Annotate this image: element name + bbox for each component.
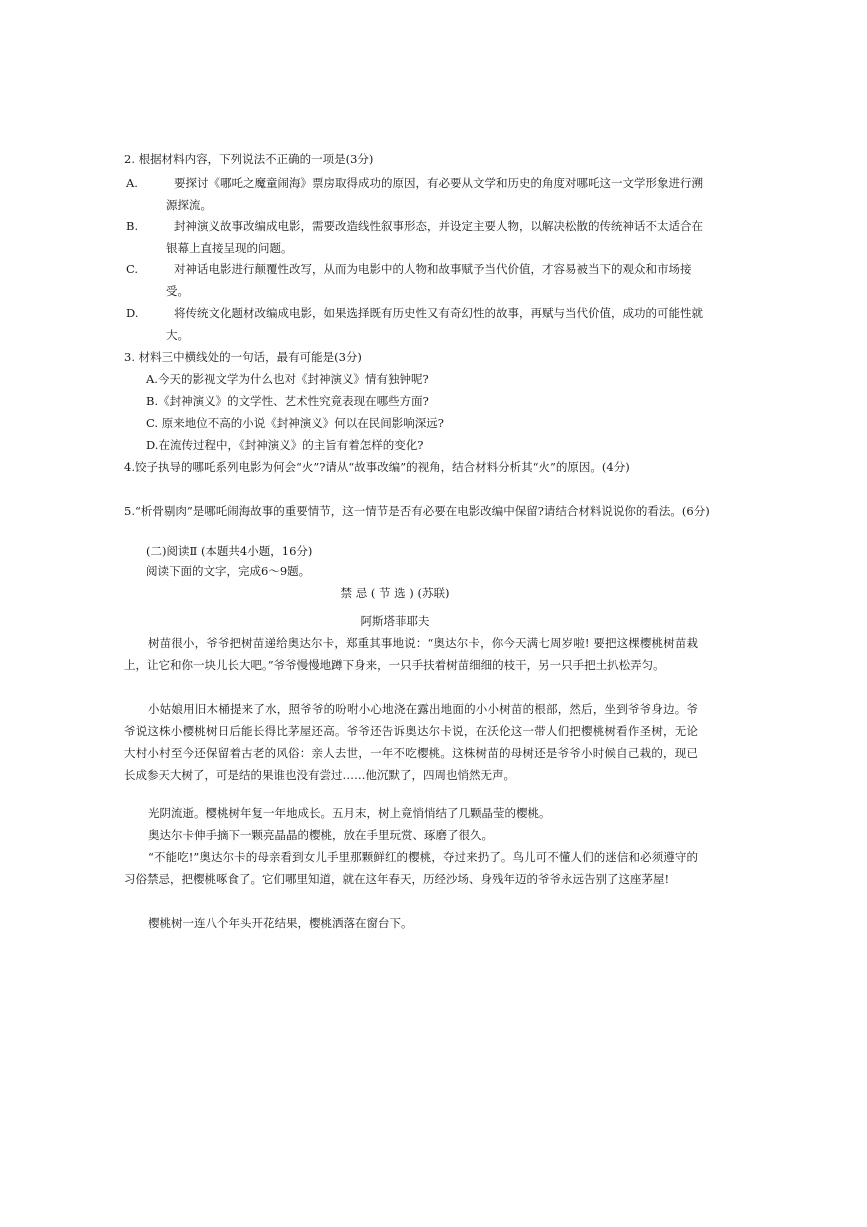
question-2-option-d	[126, 302, 706, 346]
option-text: 对神话电影进行颠覆性改写，从而为电影中的人物和故事赋予当代价值，才容易被当下的观众和市场接受。	[166, 262, 692, 298]
passage-paragraph: 奥达尔卡伸手摘下一颗亮晶晶的樱桃，放在手里玩赏、琢磨了很久。	[148, 828, 493, 842]
option-letter: B.	[126, 219, 139, 233]
passage-paragraph: 光阴流逝。樱桃树年复一年地成长。五月末，树上竟悄悄结了几颗晶莹的樱桃。	[148, 806, 551, 820]
question-2-option-c	[126, 258, 706, 302]
option-text: 封神演义故事改编成电影，需要改造线性叙事形态，并设定主要人物，以解决松散的传统神话不太适合在银幕上直接呈现的问题。	[166, 219, 703, 255]
option-letter: A.	[126, 176, 138, 190]
question-3-stem: 3. 材料三中横线处的一句话，最有可能是(3分)	[124, 350, 362, 364]
reading-section-title: (二)阅读Ⅱ (本题共4小题，16分)	[146, 544, 313, 558]
option-text: 要探讨《哪吒之魔童闹海》票房取得成功的原因，有必要从文学和历史的角度对哪吒这一文学形象进行溯源探流。	[166, 176, 703, 212]
option-letter: D.	[126, 306, 139, 320]
option-text: 将传统文化题材改编成电影，如果选择既有历史性又有奇幻性的故事，再赋与当代价值，成功的可能性就大。	[166, 306, 703, 342]
question-2-option-a	[126, 172, 706, 216]
passage-paragraph: 樱桃树一连八个年头开花结果，樱桃洒落在窗台下。	[148, 916, 413, 930]
question-2-option-b	[126, 215, 706, 259]
question-3-option-a: A.今天的影视文学为什么也对《封神演义》情有独钟呢?	[146, 372, 429, 386]
question-5: 5.“析骨剔肉”是哪吒闹海故事的重要情节，这一情节是否有必要在电影改编中保留?请结合材料说说你的看法。(6分)	[124, 504, 710, 518]
question-3-option-b: B.《封神演义》的文学性、艺术性究竟表现在哪些方面?	[146, 394, 429, 408]
passage-title: 禁 忌 ( 节 选 ) (苏联)	[340, 586, 450, 600]
passage-paragraph: “不能吃!”奥达尔卡的母亲看到女儿手里那颗鲜红的樱桃，夺过来扔了。鸟儿可不懂人们的迷信和必须遵守的习俗禁忌，把樱桃啄食了。它们哪里知道，就在这年春天，历经沙场、身残年迈的爷爷永远告别了这座茅屋!	[124, 850, 698, 886]
reading-instruction: 阅读下面的文字，完成6～9题。	[146, 564, 311, 578]
question-2-stem: 2. 根据材料内容，下列说法不正确的一项是(3分)	[124, 152, 374, 166]
passage-paragraph: 树苗很小，爷爷把树苗递给奥达尔卡，郑重其事地说：“奥达尔卡，你今天满七周岁啦! 要把这棵樱桃树苗栽上，让它和你一块儿长大吧。”爷爷慢慢地蹲下身来，一只手扶着树苗细细的枝干，另一只手把土扒松弄匀。	[124, 636, 698, 672]
question-4: 4.饺子执导的哪吒系列电影为何会“火”?请从“故事改编”的视角，结合材料分析其“火”的原因。(4分)	[124, 460, 630, 474]
passage-author: 阿斯塔菲耶夫	[360, 614, 430, 628]
question-3-option-d: D.在流传过程中，《封神演义》的主旨有着怎样的变化?	[146, 438, 424, 452]
question-3-option-c: C. 原来地位不高的小说《封神演义》何以在民间影响深远?	[146, 416, 444, 430]
option-letter: C.	[126, 262, 139, 276]
passage-paragraph: 小姑娘用旧木桶提来了水，照爷爷的吩咐小心地浇在露出地面的小小树苗的根部，然后，坐到爷爷身边。爷爷说这株小樱桃树日后能长得比茅屋还高。爷爷还告诉奥达尔卡说，在沃伦这一带人们把樱桃树看作圣树，无论大村小村至今还保留着古老的风俗：亲人去世，一年不吃樱桃。这株树苗的母树还是爷爷小时候自己栽的，现已长成参天大树了，可是结的果谁也没有尝过……他沉默了，四周也悄然无声。	[124, 702, 698, 782]
